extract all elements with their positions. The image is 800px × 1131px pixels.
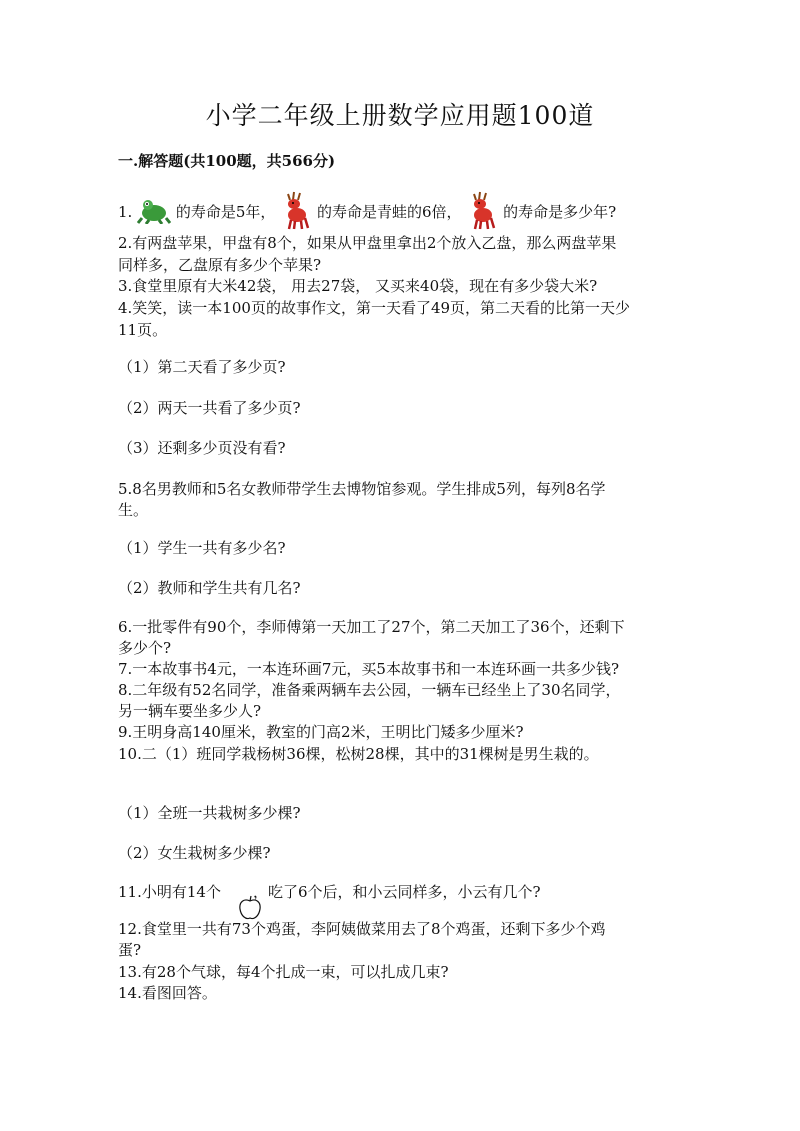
question-12-line-2: 蛋?	[118, 941, 142, 959]
section-heading: 一.解答题(共100题，共566分)	[118, 152, 336, 170]
page-title: 小学二年级上册数学应用题100道	[205, 101, 595, 130]
question-8-line-2: 另一辆车要坐多少人?	[118, 702, 262, 720]
question-2-line-1: 2.有两盘苹果，甲盘有8个，如果从甲盘里拿出2个放入乙盘，那么两盘苹果	[118, 234, 617, 252]
question-10-sub-2: （2）女生栽树多少棵?	[118, 844, 271, 862]
q11-text-b: ，吃了6个后，和小云同样多，小云有几个?	[252, 883, 541, 901]
question-6-line-2: 多少个?	[118, 639, 172, 657]
question-4-sub-3: （3）还剩多少页没有看?	[118, 439, 286, 457]
question-6-line-1: 6.一批零件有90个，李师傅第一天加工了27个，第二天加工了36个，还剩下	[118, 618, 625, 636]
question-3: 3.食堂里原有大米42袋， 用去27袋， 又买来40袋，现在有多少袋大米?	[118, 277, 598, 295]
question-4-sub-1: （1）第二天看了多少页?	[118, 358, 286, 376]
question-10-sub-1: （1）全班一共栽树多少棵?	[118, 804, 301, 822]
q1-text-c: 的寿命是多少年?	[503, 203, 617, 221]
q1-text-b: 的寿命是青蛙的6倍，	[316, 203, 462, 221]
frog-icon	[137, 196, 171, 230]
question-4-line-1: 4.笑笑，读一本100页的故事作文，第一天看了49页，第二天看的比第一天少	[118, 299, 631, 317]
question-4-sub-2: （2）两天一共看了多少页?	[118, 399, 301, 417]
question-5-line-2: 生。	[118, 501, 149, 519]
question-5-line-1: 5.8名男教师和5名女教师带学生去博物馆参观。学生排成5列，每列8名学	[118, 480, 606, 498]
question-8-line-1: 8.二年级有52名同学，准备乘两辆车去公园，一辆车已经坐上了30名同学，	[118, 681, 621, 699]
q1-text-a: 的寿命是5年，	[175, 203, 276, 221]
question-11	[118, 881, 688, 903]
question-5-sub-2: （2）教师和学生共有几名?	[118, 579, 301, 597]
question-9: 9.王明身高140厘米，教室的门高2米，王明比门矮多少厘米?	[118, 723, 524, 741]
q1-number: 1.	[118, 203, 133, 221]
question-5-sub-1: （1）学生一共有多少名?	[118, 539, 286, 557]
question-13: 13.有28个气球，每4个扎成一束，可以扎成几束?	[118, 963, 449, 981]
deer-icon	[280, 190, 312, 236]
question-1	[118, 190, 688, 236]
question-10: 10.二（1）班同学栽杨树36棵，松树28棵，其中的31棵树是男生栽的。	[118, 745, 599, 763]
question-4-line-2: 11页。	[118, 321, 168, 339]
q11-text-a: 11.小明有14个	[118, 883, 221, 901]
question-7: 7.一本故事书4元，一本连环画7元，买5本故事书和一本连环画一共多少钱?	[118, 660, 619, 678]
deer-icon	[466, 190, 498, 236]
question-2-line-2: 同样多，乙盘原有多少个苹果?	[118, 256, 322, 274]
question-12-line-1: 12.食堂里一共有73个鸡蛋，李阿姨做菜用去了8个鸡蛋，还剩下多少个鸡	[118, 920, 606, 938]
question-14: 14.看图回答。	[118, 984, 217, 1002]
